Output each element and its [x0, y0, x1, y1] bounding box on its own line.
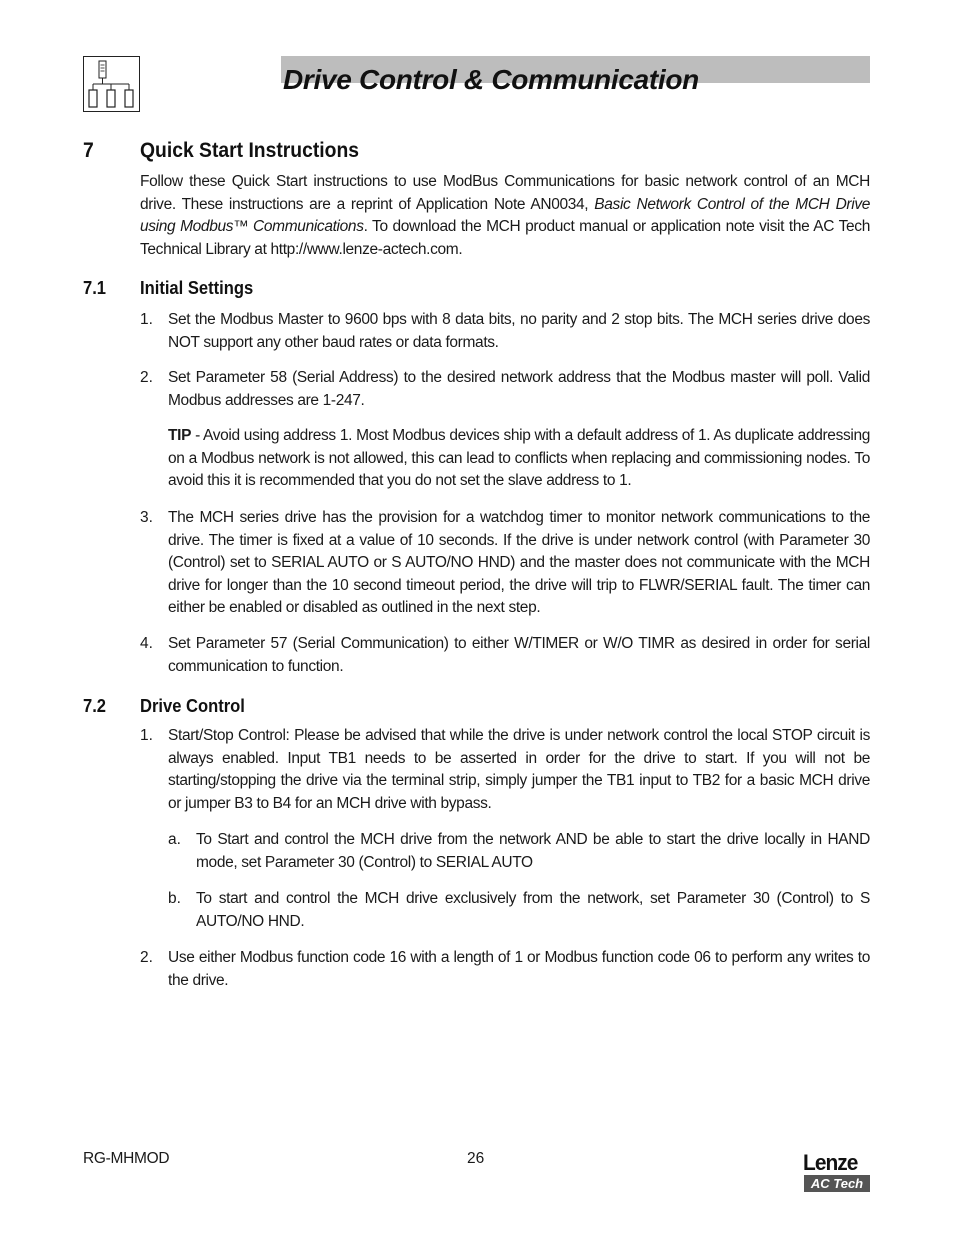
- sublist-item-text: To Start and control the MCH drive from the network AND be able to start the drive locally in HAND mode, set Parameter 30 (Control) to SERIAL AUTO: [196, 831, 870, 871]
- intro-text-end: . To download the MCH product manual or application note visit the AC Tech Technical Library at http://www.lenze-actech.com.: [140, 218, 870, 258]
- subsection-title: Initial Settings: [140, 278, 254, 298]
- sublist-item-text: To start and control the MCH drive exclusively from the network, set Parameter 30 (Control) to S AUTO/NO HND.: [196, 890, 870, 930]
- list-item-number: 1.: [140, 311, 153, 328]
- list-item-text: Set Parameter 57 (Serial Communication) to either W/TIMER or W/O TIMR as desired in order for serial communication to function.: [168, 635, 870, 675]
- section-title: Quick Start Instructions: [140, 139, 360, 162]
- section-number: 7: [83, 139, 94, 162]
- document-id: RG-MHMOD: [83, 1150, 170, 1167]
- lenze-logo: Lenze: [803, 1150, 858, 1175]
- tip-paragraph: [168, 425, 870, 493]
- subsection-number: 7.1: [83, 278, 107, 298]
- sublist-item-letter: b.: [168, 890, 181, 907]
- tip-text: - Avoid using address 1. Most Modbus devices ship with a default address of 1. As duplicate addressing on a Modbus network is not allowed, this can lead to conflicts when replacing and commissioning nodes. To avoid this it is recommended that you do not set the slave address to 1.: [168, 427, 870, 489]
- intro-text: Follow these Quick Start instructions to use ModBus Communications for basic network control of an MCH drive. These instructions are a reprint of Application Note AN0034,: [140, 173, 870, 213]
- sublist-item-letter: a.: [168, 831, 181, 848]
- subsection-title: Drive Control: [140, 696, 245, 716]
- list-item-text: Use either Modbus function code 16 with a length of 1 or Modbus function code 06 to perform any writes to the drive.: [168, 949, 870, 989]
- page-number: 26: [467, 1150, 485, 1167]
- header-title: Drive Control & Communication: [283, 64, 699, 95]
- list-item-number: 2.: [140, 369, 153, 386]
- tip-label: TIP: [168, 427, 192, 444]
- subsection-number: 7.2: [83, 696, 107, 716]
- list-item-number: 2.: [140, 949, 153, 966]
- intro-paragraph: [140, 171, 870, 261]
- list-item-number: 3.: [140, 509, 153, 526]
- list-item-text: Set Parameter 58 (Serial Address) to the desired network address that the Modbus master will poll. Valid Modbus addresses are 1-247.: [168, 369, 870, 409]
- network-diagram-icon: [83, 56, 140, 112]
- list-item-text: The MCH series drive has the provision for a watchdog timer to monitor network communications to the drive. The timer is fixed at a value of 10 seconds. If the drive is under network control (with Parameter 30 (Control) set to SERIAL AUTO or S AUTO/NO HND) and the master does not communicate with the MCH drive for longer than the 10 second timeout period, the drive will trip to FLWR/SERIAL fault. The timer can either be enabled or disabled as outlined in the next step.: [168, 509, 870, 616]
- list-item-text: Set the Modbus Master to 9600 bps with 8 data bits, no parity and 2 stop bits. The MCH series drive does NOT support any other baud rates or data formats.: [168, 311, 870, 351]
- intro-title-italic: Basic Network Control of the MCH Drive using Modbus™ Communications: [140, 195, 870, 235]
- actech-logo: AC Tech: [804, 1175, 870, 1192]
- list-item-number: 4.: [140, 635, 153, 652]
- list-item-text: Start/Stop Control: Please be advised that while the drive is under network control the local STOP circuit is always enabled. Input TB1 needs to be asserted in order for the drive to start. If you will not be starting/stopping the drive via the terminal strip, simply jumper the TB1 input to TB2 for a basic MCH drive or jumper B3 to B4 for an MCH drive with bypass.: [168, 727, 870, 812]
- list-item-number: 1.: [140, 727, 153, 744]
